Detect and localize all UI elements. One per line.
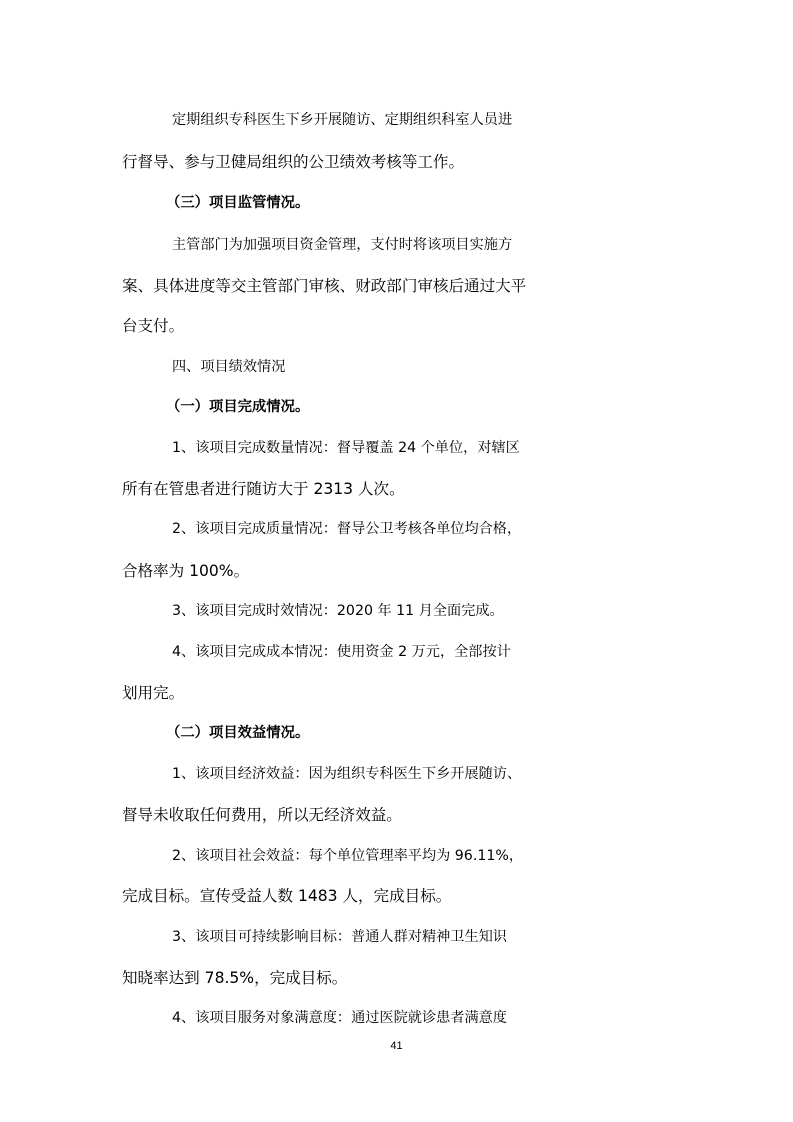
paragraph-line: 2、该项目完成质量情况：督导公卫考核各单位均合格，	[172, 521, 522, 537]
paragraph-line: 行督导、参与卫健局组织的公卫绩效考核等工作。	[122, 153, 465, 171]
section-heading: （一）项目完成情况。	[166, 399, 310, 415]
chapter-heading: 四、项目绩效情况	[172, 359, 286, 375]
paragraph-line: 所有在管患者进行随访大于 2313 人次。	[122, 480, 405, 498]
paragraph-line: 3、该项目可持续影响目标：普通人群对精神卫生知识	[172, 929, 507, 945]
paragraph-line: 定期组织专科医生下乡开展随访、定期组织科室人员进	[172, 112, 513, 128]
paragraph-line: 2、该项目社会效益：每个单位管理率平均为 96.11%，	[172, 848, 523, 864]
section-heading: （三）项目监管情况。	[166, 195, 310, 211]
paragraph-line: 台支付。	[122, 317, 185, 335]
paragraph-line: 督导未收取任何费用，所以无经济效益。	[122, 806, 402, 824]
paragraph-line: 主管部门为加强项目资金管理，支付时将该项目实施方	[172, 237, 513, 253]
paragraph-line: 3、该项目完成时效情况：2020 年 11 月全面完成。	[172, 603, 504, 619]
section-heading: （二）项目效益情况。	[166, 725, 310, 741]
page-number: 41	[390, 1040, 403, 1052]
paragraph-line: 案、具体进度等交主管部门审核、财政部门审核后通过大平	[122, 277, 527, 295]
paragraph-line: 完成目标。宣传受益人数 1483 人，完成目标。	[122, 887, 452, 905]
paragraph-line: 合格率为 100%。	[122, 562, 250, 580]
paragraph-line: 1、该项目经济效益：因为组织专科医生下乡开展随访、	[172, 766, 522, 782]
paragraph-line: 4、该项目完成成本情况：使用资金 2 万元，全部按计	[172, 644, 511, 660]
paragraph-line: 4、该项目服务对象满意度：通过医院就诊患者满意度	[172, 1010, 507, 1026]
paragraph-line: 1、该项目完成数量情况：督导覆盖 24 个单位，对辖区	[172, 440, 520, 456]
paragraph-line: 知晓率达到 78.5%，完成目标。	[122, 969, 348, 987]
paragraph-line: 划用完。	[122, 684, 185, 702]
